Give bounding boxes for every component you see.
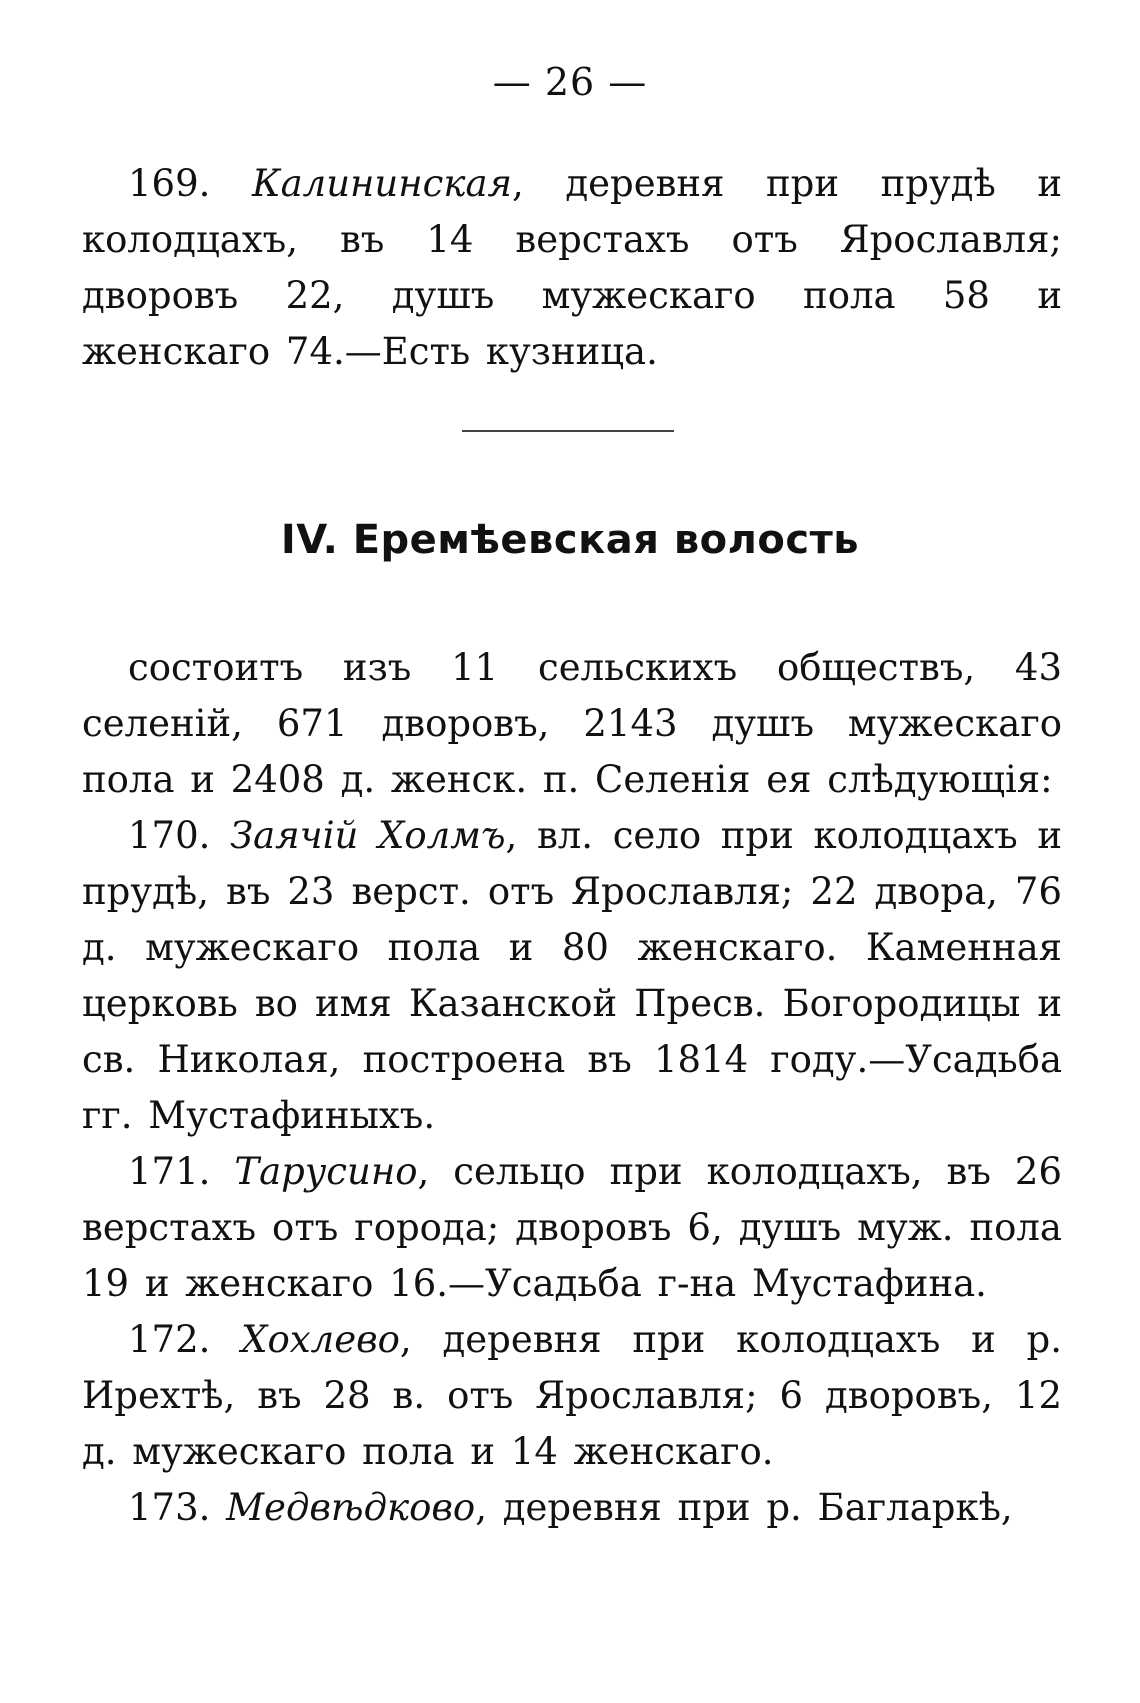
entry-170: [82, 808, 1062, 1144]
intro-text: состоитъ изъ 11 сельскихъ обществъ, 43 селеній, 671 дворовъ, 2143 душъ мужескаго пола и 2408 д. женск. п. Селенія ея слѣдующія:: [82, 646, 1062, 801]
entry-number: 172.: [128, 1318, 211, 1361]
entry-number: 173.: [128, 1486, 211, 1529]
entry-text: , вл. село при колодцахъ и прудѣ, въ 23 верст. отъ Ярославля; 22 двора, 76 д. мужескаго пола и 80 женскаго. Каменная церковь во имя Казанской Пресв. Богородицы и св. Николая, построена въ 1814 году.—Усадьба гг. Мустафиныхъ.: [82, 814, 1062, 1137]
place-name: Калининская: [251, 162, 512, 205]
entry-172: [82, 1312, 1062, 1480]
entry-text: , деревня при прудѣ и колодцахъ, въ 14 верстахъ отъ Ярославля; дворовъ 22, душъ мужескаго пола 58 и женскаго 74.—Есть кузница.: [82, 162, 1063, 373]
place-name: Тарусино: [234, 1150, 418, 1193]
entry-number: 171.: [128, 1150, 211, 1193]
entry-171: [82, 1144, 1062, 1312]
entry-number: 169.: [128, 162, 211, 205]
section-intro: [82, 640, 1062, 808]
section-heading: IV. Еремѣевская волость: [280, 517, 860, 563]
entry-text: , деревня при колодцахъ и р. Ирехтѣ, въ 28 в. отъ Ярославля; 6 дворовъ, 12 д. мужескаго пола и 14 женскаго.: [82, 1318, 1062, 1473]
entry-paragraph: [82, 156, 1062, 380]
page-number: — 26 —: [492, 60, 648, 104]
entry-173: [82, 1480, 1062, 1536]
entry-number: 170.: [128, 814, 211, 857]
section-body: [82, 640, 1062, 1536]
intro-indent: [82, 646, 128, 689]
place-name: Хохлево: [241, 1318, 400, 1361]
entry-text: , сельцо при колодцахъ, въ 26 верстахъ отъ города; дворовъ 6, душъ муж. пола 19 и женскаго 16.—Усадьба г-на Мустафина.: [82, 1150, 1062, 1305]
place-name: Заячій Холмъ: [230, 814, 506, 857]
entry-text: , деревня при р. Багларкѣ,: [475, 1486, 1013, 1529]
place-name: Медвѣдково: [226, 1486, 476, 1529]
section-divider: [462, 430, 674, 432]
entry-169: [82, 156, 1062, 380]
